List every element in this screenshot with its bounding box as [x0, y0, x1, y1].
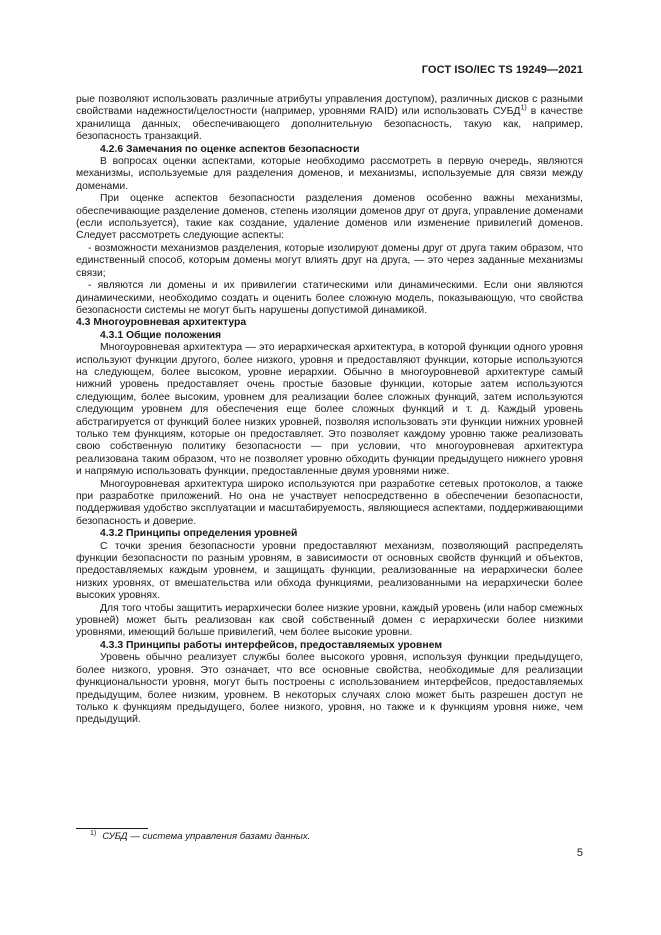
section-heading-4-2-6: 4.2.6 Замечания по оценке аспектов безопасности [100, 143, 360, 155]
footnote-ref[interactable]: 1) [520, 104, 527, 112]
footnote [76, 831, 583, 843]
footnote-text: СУБД — система управления базами данных. [102, 831, 311, 842]
paragraph: Уровень обычно реализует службы более высокого уровня, используя функции предыдущего, более низкого, уровня. Это означает, что все основные свойства, необходимые для реализации функциональности уровня, могут быть построены с использованием интерфейсов, предоставляемых предыдущим, более низким, уровнем. В некоторых случаях слою может быть разрешен доступ не только к функциям предыдущего, более низкого, уровня, но также и к функциям уровня ниже, чем предыдущий. [76, 652, 583, 726]
section-heading-4-3-2: 4.3.2 Принципы определения уровней [100, 528, 298, 540]
section-heading-4-3-1: 4.3.1 Общие положения [100, 329, 222, 341]
paragraph: С точки зрения безопасности уровни предоставляют механизм, позволяющий распределять функции безопасности по разным уровням, в зависимости от основных свойств функций и объектов, предоставляемых каждым уровнем, и защищать функции, реализованные на иерархически более низких уровнях, от вмешательства или обхода функциями, реализованными на иерархически более высоких уровнях. [76, 540, 583, 602]
footnote-separator [76, 828, 148, 829]
footnote-marker: 1) [90, 829, 97, 837]
list-item: - возможности механизмов разделения, которые изолируют домены друг от друга таким образом, что единственный способ, которым домены могут влиять друг на друга, — это через заданные механизмы связи; [76, 242, 583, 279]
paragraph: Многоуровневая архитектура широко используются при разработке сетевых протоколов, а также при разработке приложений. Но она не участвует непосредственно в обеспечении безопасности, поддерживая удобство эксплуатации и масштабируемость, являющиеся аспектами, поддерживающими безопасность и доверие. [76, 478, 583, 527]
paragraph: Многоуровневая архитектура — это иерархическая архитектура, в которой функции одного уровня используют функции другого, более низкого, уровня и предоставляют функции, которые используются на следующем, более высоком, уровне иерархии. Обычно в многоуровневой архитектуре самый нижний уровень предоставляет очень простые базовые функции, которые затем используются следующим, более высоким, уровнем для реализации более сложных функций, затем используются следующим уровнем для обеспечения еще более сложных функций и т. д. Каждый уровень абстрагируется от функций более низких уровней, позволяя использовать эти функции нижних уровней только тем функциям, которые он предоставляет. Это позволяет каждому уровню также реализовать свою собственную политику безопасности — при условии, что многоуровневая архитектура реализована таким образом, что не позволяет уровню обходить функции предыдущего нижнего уровня и напрямую использовать функции, предоставленные двумя уровнями ниже. [76, 342, 583, 478]
list-item: - являются ли домены и их привилегии статическими или динамическими. Если они являются динамическими, необходимо создать и оценить более сложную модель, показывающую, что свойства безопасности системы не могут быть нарушены допустимой динамикой. [76, 280, 583, 316]
paragraph: рые позволяют использовать различные атрибуты управления доступом), различных дисков с разными свойствами надежности/целостности (например, уровнями RAID) или использовать СУБД$^{1)}$ в качестве хранилища данных, обеспечивающего дополнительную безопасность, такую как, например, безопасность транзакций. [76, 94, 583, 143]
section-heading-4-3-3: 4.3.3 Принципы работы интерфейсов, предоставляемых уровнем [100, 639, 443, 651]
section-heading-4-3: 4.3 Многоуровневая архитектура [76, 317, 247, 329]
paragraph: Для того чтобы защитить иерархически более низкие уровни, каждый уровень (или набор смежных уровней) может быть реализован как свой собственный домен с иерархически более низкими уровнями, имеющий больше привилегий, чем более высокие уровни. [76, 602, 583, 639]
paragraph: В вопросах оценки аспектами, которые необходимо рассмотреть в первую очередь, являются механизмы, используемые для разделения доменов, и механизмы, используемые для связи между доменами. [76, 156, 583, 192]
document-code: ГОСТ ISO/IEC TS 19249—2021 [421, 64, 583, 76]
body-text [76, 94, 583, 727]
paragraph: При оценке аспектов безопасности разделения доменов особенно важны механизмы, обеспечивающие разделение доменов, степень изоляции доменов друг от друга, управление доменами (если используется), такие как создание, удаление доменов или изменение привилегий доменов. Следует рассмотреть следующие аспекты: [76, 193, 583, 242]
page-number: 5 [576, 847, 583, 859]
